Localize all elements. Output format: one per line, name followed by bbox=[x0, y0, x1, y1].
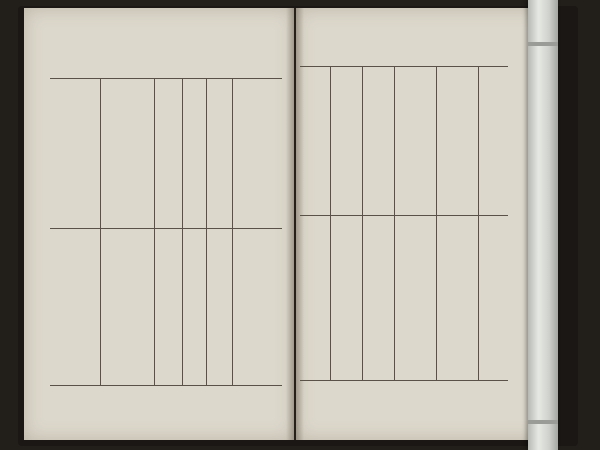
left-mid-rule bbox=[50, 228, 282, 229]
right-bottom-rule bbox=[300, 380, 508, 381]
bookmark-ribbon bbox=[528, 0, 558, 450]
right-column-divider bbox=[362, 66, 363, 380]
right-mid-rule bbox=[300, 215, 508, 216]
left-page bbox=[24, 8, 294, 440]
ribbon-band bbox=[528, 42, 558, 46]
right-top-rule bbox=[300, 66, 508, 67]
right-column-divider bbox=[478, 66, 479, 380]
right-page bbox=[296, 8, 552, 440]
left-top-rule bbox=[50, 78, 282, 79]
right-column-divider bbox=[436, 66, 437, 380]
left-bottom-rule bbox=[50, 385, 282, 386]
right-column-divider bbox=[394, 66, 395, 380]
left-column-divider bbox=[154, 78, 155, 385]
left-column-divider bbox=[206, 78, 207, 385]
left-column-divider bbox=[182, 78, 183, 385]
left-column-divider bbox=[100, 78, 101, 385]
book-gutter bbox=[286, 8, 304, 440]
left-column-divider bbox=[232, 78, 233, 385]
right-column-divider bbox=[330, 66, 331, 380]
ribbon-band bbox=[528, 420, 558, 424]
